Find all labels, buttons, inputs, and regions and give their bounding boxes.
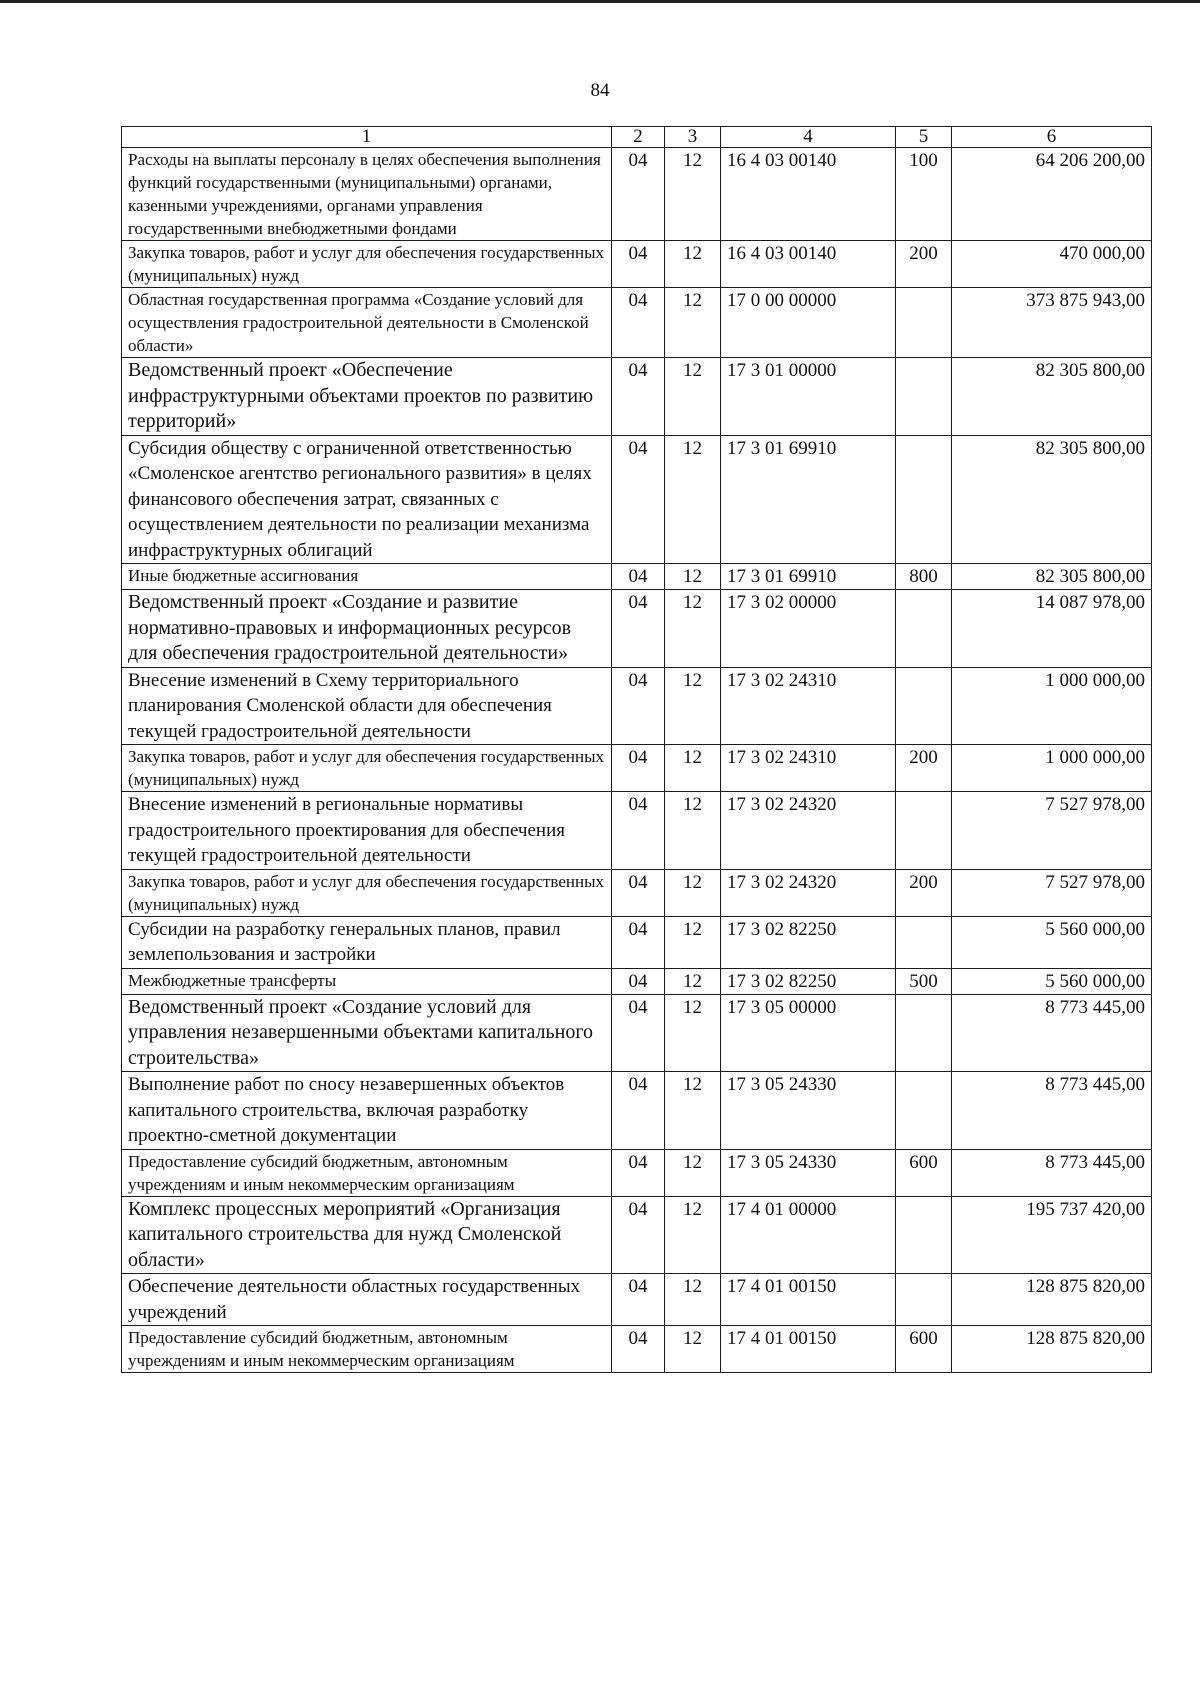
row-subsection-cell: 12	[665, 869, 721, 916]
row-name-cell: Расходы на выплаты персоналу в целях обеспечения выполнения функций государственными (муниципальными) органами, казенными учреждениями, органами управления государственными внебюджетными фондами	[122, 148, 612, 241]
table-row	[122, 590, 1152, 668]
row-name-cell: Областная государственная программа «Создание условий для осуществления градостроительной деятельности в Смоленской области»	[122, 288, 612, 358]
row-section-cell: 04	[612, 745, 665, 792]
row-expense-type-cell	[896, 667, 952, 745]
row-name-cell: Предоставление субсидий бюджетным, автономным учреждениям и иным некоммерческим организациям	[122, 1326, 612, 1373]
row-target-code-cell: 17 3 02 24320	[721, 869, 896, 916]
row-section-cell: 04	[612, 667, 665, 745]
row-target-code-cell: 16 4 03 00140	[721, 148, 896, 241]
row-target-code-cell: 17 4 01 00150	[721, 1326, 896, 1373]
row-name-cell: Закупка товаров, работ и услуг для обеспечения государственных (муниципальных) нужд	[122, 745, 612, 792]
row-section-cell: 04	[612, 564, 665, 590]
row-amount-cell: 195 737 420,00	[952, 1196, 1152, 1274]
table-row	[122, 869, 1152, 916]
table-row	[122, 1196, 1152, 1274]
row-subsection-cell: 12	[665, 241, 721, 288]
row-amount-cell: 128 875 820,00	[952, 1274, 1152, 1326]
row-amount-cell: 1 000 000,00	[952, 745, 1152, 792]
row-expense-type-cell: 200	[896, 241, 952, 288]
row-amount-cell: 8 773 445,00	[952, 1072, 1152, 1150]
table-row	[122, 1326, 1152, 1373]
column-header-1: 1	[122, 127, 612, 148]
row-section-cell: 04	[612, 241, 665, 288]
row-expense-type-cell: 600	[896, 1149, 952, 1196]
table-row	[122, 1149, 1152, 1196]
row-subsection-cell: 12	[665, 358, 721, 436]
row-expense-type-cell	[896, 1072, 952, 1150]
row-subsection-cell: 12	[665, 148, 721, 241]
row-subsection-cell: 12	[665, 1149, 721, 1196]
row-target-code-cell: 17 3 01 00000	[721, 358, 896, 436]
row-target-code-cell: 16 4 03 00140	[721, 241, 896, 288]
table-header-row	[122, 127, 1152, 148]
row-target-code-cell: 17 3 02 82250	[721, 968, 896, 994]
row-name-cell: Внесение изменений в региональные нормативы градостроительного проектирования для обеспечения текущей градостроительной деятельности	[122, 792, 612, 870]
row-section-cell: 04	[612, 1274, 665, 1326]
row-amount-cell: 82 305 800,00	[952, 435, 1152, 564]
row-section-cell: 04	[612, 435, 665, 564]
row-amount-cell: 82 305 800,00	[952, 358, 1152, 436]
row-section-cell: 04	[612, 288, 665, 358]
row-section-cell: 04	[612, 590, 665, 668]
row-amount-cell: 82 305 800,00	[952, 564, 1152, 590]
table-row	[122, 435, 1152, 564]
table-row	[122, 358, 1152, 436]
page-number: 84	[590, 80, 610, 101]
row-amount-cell: 128 875 820,00	[952, 1326, 1152, 1373]
table-body	[122, 148, 1152, 1373]
row-expense-type-cell	[896, 1274, 952, 1326]
row-amount-cell: 373 875 943,00	[952, 288, 1152, 358]
row-target-code-cell: 17 3 02 24310	[721, 667, 896, 745]
row-target-code-cell: 17 3 05 24330	[721, 1072, 896, 1150]
row-name-cell: Межбюджетные трансферты	[122, 968, 612, 994]
column-header-5: 5	[896, 127, 952, 148]
column-header-6: 6	[952, 127, 1152, 148]
row-subsection-cell: 12	[665, 435, 721, 564]
row-target-code-cell: 17 3 02 82250	[721, 916, 896, 968]
column-header-2: 2	[612, 127, 665, 148]
row-expense-type-cell	[896, 288, 952, 358]
row-name-cell: Комплекс процессных мероприятий «Организация капитального строительства для нужд Смоленской области»	[122, 1196, 612, 1274]
table-row	[122, 1274, 1152, 1326]
row-amount-cell: 7 527 978,00	[952, 792, 1152, 870]
row-name-cell: Закупка товаров, работ и услуг для обеспечения государственных (муниципальных) нужд	[122, 869, 612, 916]
row-subsection-cell: 12	[665, 1072, 721, 1150]
row-name-cell: Субсидии на разработку генеральных планов, правил землепользования и застройки	[122, 916, 612, 968]
row-name-cell: Ведомственный проект «Обеспечение инфраструктурными объектами проектов по развитию территорий»	[122, 358, 612, 436]
table-row	[122, 1072, 1152, 1150]
table-row	[122, 994, 1152, 1072]
row-target-code-cell: 17 3 05 24330	[721, 1149, 896, 1196]
row-amount-cell: 470 000,00	[952, 241, 1152, 288]
row-section-cell: 04	[612, 358, 665, 436]
row-amount-cell: 5 560 000,00	[952, 968, 1152, 994]
row-name-cell: Обеспечение деятельности областных государственных учреждений	[122, 1274, 612, 1326]
row-section-cell: 04	[612, 1326, 665, 1373]
row-expense-type-cell: 200	[896, 869, 952, 916]
row-expense-type-cell	[896, 916, 952, 968]
table-row	[122, 745, 1152, 792]
budget-table	[121, 126, 1152, 1373]
row-amount-cell: 1 000 000,00	[952, 667, 1152, 745]
row-target-code-cell: 17 4 01 00000	[721, 1196, 896, 1274]
row-expense-type-cell	[896, 590, 952, 668]
row-subsection-cell: 12	[665, 792, 721, 870]
row-expense-type-cell	[896, 994, 952, 1072]
table-row	[122, 792, 1152, 870]
row-name-cell: Ведомственный проект «Создание условий для управления незавершенными объектами капитального строительства»	[122, 994, 612, 1072]
row-expense-type-cell: 500	[896, 968, 952, 994]
row-section-cell: 04	[612, 869, 665, 916]
row-expense-type-cell	[896, 1196, 952, 1274]
row-subsection-cell: 12	[665, 667, 721, 745]
row-name-cell: Иные бюджетные ассигнования	[122, 564, 612, 590]
row-expense-type-cell: 200	[896, 745, 952, 792]
row-section-cell: 04	[612, 1149, 665, 1196]
row-target-code-cell: 17 4 01 00150	[721, 1274, 896, 1326]
row-subsection-cell: 12	[665, 564, 721, 590]
row-subsection-cell: 12	[665, 1326, 721, 1373]
table-row	[122, 968, 1152, 994]
row-section-cell: 04	[612, 968, 665, 994]
table-row	[122, 564, 1152, 590]
row-amount-cell: 64 206 200,00	[952, 148, 1152, 241]
row-subsection-cell: 12	[665, 994, 721, 1072]
row-amount-cell: 5 560 000,00	[952, 916, 1152, 968]
table-row	[122, 241, 1152, 288]
row-subsection-cell: 12	[665, 968, 721, 994]
row-target-code-cell: 17 3 02 24310	[721, 745, 896, 792]
row-subsection-cell: 12	[665, 745, 721, 792]
row-section-cell: 04	[612, 1072, 665, 1150]
row-amount-cell: 14 087 978,00	[952, 590, 1152, 668]
row-name-cell: Выполнение работ по сносу незавершенных объектов капитального строительства, включая разработку проектно-сметной документации	[122, 1072, 612, 1150]
column-header-3: 3	[665, 127, 721, 148]
row-target-code-cell: 17 3 02 24320	[721, 792, 896, 870]
row-target-code-cell: 17 3 05 00000	[721, 994, 896, 1072]
row-subsection-cell: 12	[665, 1274, 721, 1326]
row-expense-type-cell	[896, 358, 952, 436]
row-expense-type-cell: 100	[896, 148, 952, 241]
row-subsection-cell: 12	[665, 288, 721, 358]
row-amount-cell: 7 527 978,00	[952, 869, 1152, 916]
row-section-cell: 04	[612, 148, 665, 241]
scan-top-edge	[0, 0, 1200, 3]
row-target-code-cell: 17 3 01 69910	[721, 435, 896, 564]
row-name-cell: Закупка товаров, работ и услуг для обеспечения государственных (муниципальных) нужд	[122, 241, 612, 288]
table-row	[122, 288, 1152, 358]
row-subsection-cell: 12	[665, 590, 721, 668]
row-expense-type-cell: 600	[896, 1326, 952, 1373]
row-section-cell: 04	[612, 1196, 665, 1274]
row-section-cell: 04	[612, 994, 665, 1072]
row-section-cell: 04	[612, 916, 665, 968]
row-name-cell: Субсидия обществу с ограниченной ответственностью «Смоленское агентство регионального развития» в целях финансового обеспечения затрат, связанных с осуществлением деятельности по реализации механизма инфраструктурных облигаций	[122, 435, 612, 564]
table-row	[122, 148, 1152, 241]
row-expense-type-cell	[896, 792, 952, 870]
row-target-code-cell: 17 0 00 00000	[721, 288, 896, 358]
row-target-code-cell: 17 3 02 00000	[721, 590, 896, 668]
table-row	[122, 916, 1152, 968]
row-target-code-cell: 17 3 01 69910	[721, 564, 896, 590]
row-subsection-cell: 12	[665, 916, 721, 968]
row-name-cell: Ведомственный проект «Создание и развитие нормативно-правовых и информационных ресурсов для обеспечения градостроительной деятельности»	[122, 590, 612, 668]
row-name-cell: Внесение изменений в Схему территориального планирования Смоленской области для обеспечения текущей градостроительной деятельности	[122, 667, 612, 745]
row-amount-cell: 8 773 445,00	[952, 994, 1152, 1072]
table-row	[122, 667, 1152, 745]
row-section-cell: 04	[612, 792, 665, 870]
row-expense-type-cell: 800	[896, 564, 952, 590]
column-header-4: 4	[721, 127, 896, 148]
row-name-cell: Предоставление субсидий бюджетным, автономным учреждениям и иным некоммерческим организациям	[122, 1149, 612, 1196]
row-subsection-cell: 12	[665, 1196, 721, 1274]
row-amount-cell: 8 773 445,00	[952, 1149, 1152, 1196]
row-expense-type-cell	[896, 435, 952, 564]
